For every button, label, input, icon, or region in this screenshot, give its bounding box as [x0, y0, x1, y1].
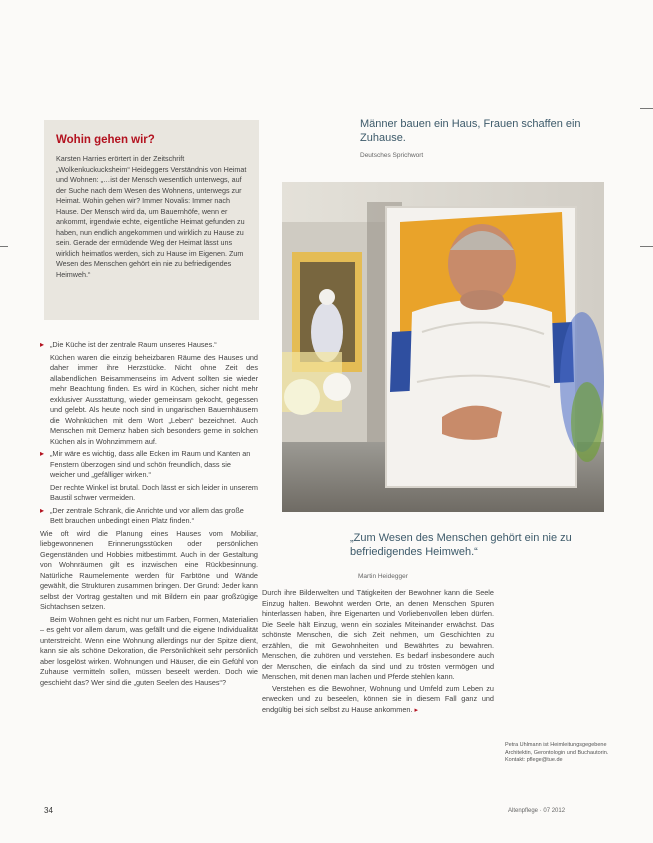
body-text-left: [40, 340, 258, 690]
paragraph: Der rechte Winkel ist brutal. Doch lässt er sich leider in unserem Baustil schwer vermeiden.: [50, 482, 258, 502]
author-info: Petra Uhlmann ist Heimleitungsgegebene Architektin, Gerontologin und Buchautorin. Kontakt: pflege@tue.de: [505, 742, 609, 763]
crop-mark: [640, 246, 653, 247]
sidebar-text: Karsten Harries erörtert in der Zeitschrift „Wolkenkuckucksheim“ Heideggers Verständnis von Heimat und Wohnen: „…ist der Mensch wesentlich unterwegs, auf der Suche nach dem Wesen des Wohnens, unterwegs zur Heimat. Wohin gehen wir? Immer Novalis: Immer nach Hause. Der Mensch wird da, um Bauernhöfe, wenn er ankommt, irgendwie echte, eigentliche Heimat gefunden zu haben, nun endlich angekommen und wirklich zu Hause zu sein. Gerade der ermüdende Weg der Heimat lässt uns wirklich heimatlos werden, sich zu Hause im Eigenen. Zum Wesen des Menschen gehört ein nie zu befriedigendes Heimweh.“: [56, 154, 247, 279]
crop-mark: [640, 108, 653, 109]
paragraph: Küchen waren die einzig beheizbaren Räume des Hauses und daher immer ihre Herzstücke. Nicht ohne Zeit des allabendlichen Beisammenseins im Advent sollten sie wieder mehr Beachtung finden. Es wird in Küchen, sicher nicht mehr exklusiver Ausstattung, wieder gemeinsam gekocht, gegessen und gelebt. Als heute noch sind in ungarischen Bauernhäusern die Wohnküchen mit dem Wort „Leben“ bezeichnet. Auch Menschen mit Demenz haben sich besonders gerne in solchen Küchen als in Wohnzimmern auf.: [50, 352, 258, 446]
bullet-quote: ▸ „Die Küche ist der zentrale Raum unseres Hauses.“: [40, 340, 258, 351]
page-number: 34: [44, 806, 53, 815]
paragraph: Beim Wohnen geht es nicht nur um Farben, Formen, Materialien – es geht vor allem darum, was gefällt und die eigene Individualität unterstreicht. Wenn eine Wohnung allerdings nur der Spitze dient, kann sie als schöne Dekoration, die Persönlichkeit sehr persönlich aber losgelöst wirken. Wohnungen und Häuser, die ein Gefühl von Zuhause vermitteln sollen, müssen beseelt werden. Doch wie geschieht das? Wer sind die „guten Seelen des Hauses“?: [40, 614, 258, 687]
sidebar-box: [44, 120, 259, 320]
paragraph: Verstehen es die Bewohner, Wohnung und Umfeld zum Leben zu erwecken und zu beseelen, können sie in diesem Fall ganz und endgültig bei sich selbst zu Hause ankommen.: [262, 683, 494, 714]
paragraph: Wie oft wird die Planung eines Hauses vom Mobiliar, liebgewonnenen Erinnerungsstücken oder persönlichen Gegenständen und Hobbies mitbestimmt. Auch in der Gestaltung von Wohnräumen gilt es inzwischen eine Rückbesinnung. Natürliche Raumelemente werden für Farbtöne und Wände gewählt, die Strukturen zusammen bringen. Der Grund: Jeder kann selbst der Vortrag gestalten und mit Bildern ein paar großzügige Sichtachsen setzen.: [40, 528, 258, 611]
sidebar-title: Wohin gehen wir?: [56, 134, 155, 146]
paragraph: Durch ihre Bilderwelten und Tätigkeiten der Bewohner kann die Seele Einzug halten. Bewohnt werden Orte, an denen Menschen Spuren hinterlassen haben, ihre Eigenarten und Vorliebenvollen leben dürfen. Die Seele hält Einzug, wenn ein soziales Miteinander erwächst. Das schönste Menschen, die sich Zeit nehmen, um Geschichten zu erzählen, die mit Gewohnheiten und Bewährtes zu bewahren. Menschen, die zuhören und verstehen. Es bedarf insbesondere auch der Menschen, die einfach da sind und zu trösten vermögen und Menschen, mit denen man lachen und Pferde stehlen kann.: [262, 588, 494, 681]
bullet-quote: ▸ „Der zentrale Schrank, die Anrichte und vor allem das große Bett brauchen unbedingt einen Platz finden.“: [40, 506, 258, 527]
pull-quote: Männer bauen ein Haus, Frauen schaffen ein Zuhause.: [360, 118, 581, 144]
photo-portrait: [282, 182, 604, 512]
pull-quote: „Zum Wesen des Menschen gehört ein nie zu befriedigendes Heimweh.“: [350, 532, 572, 558]
end-marker-icon: ▸: [414, 706, 419, 714]
pull-quote-source: Deutsches Sprichwort: [360, 152, 424, 159]
pull-quote-source: Martin Heidegger: [358, 573, 408, 580]
crop-mark: [0, 246, 8, 247]
photo-illustration: [282, 182, 604, 512]
body-text-right: [262, 588, 494, 717]
publication-name: Altenpflege · 07 2012: [508, 808, 566, 814]
bullet-quote: ▸ „Mir wäre es wichtig, dass alle Ecken im Raum und Kanten an Fenstern überzogen sind und schön freundlich, dass sie weicher und „gefälliger wirken.“: [40, 449, 258, 481]
